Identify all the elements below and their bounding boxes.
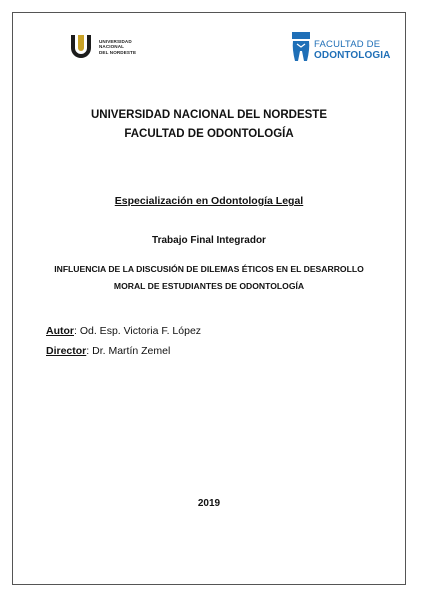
faculty-name: FACULTAD DE ODONTOLOGÍA	[124, 128, 294, 140]
faculty-logo	[291, 31, 390, 63]
unne-emblem-icon	[68, 33, 94, 61]
author-line: Autor: Od. Esp. Victoria F. López	[46, 325, 202, 337]
university-heading	[13, 106, 405, 144]
document-page	[12, 12, 406, 585]
university-name: UNIVERSIDAD NACIONAL DEL NORDESTE	[91, 109, 327, 121]
author-label: Autor	[46, 325, 74, 337]
director-name: Dr. Martín Zemel	[92, 345, 171, 357]
work-type: Trabajo Final Integrador	[152, 235, 266, 246]
faculty-logo-line1: FACULTAD DE	[314, 38, 381, 50]
director-label: Director	[46, 345, 87, 357]
thesis-title: INFLUENCIA DE LA DISCUSIÓN DE DILEMAS ÉTICOS EN EL DESARROLLO MORAL DE ESTUDIANTES DE ODONTOLOGÍA	[54, 264, 364, 291]
specialization-title: Especialización en Odontología Legal	[114, 195, 304, 207]
faculty-logo-line2: ODONTOLOGIA	[314, 49, 391, 61]
year: 2019	[197, 498, 221, 509]
tooth-logo-icon	[291, 31, 311, 63]
unne-logo-text: UNIVERSIDAD NACIONAL DEL NORDESTE	[99, 38, 137, 55]
unne-logo	[68, 33, 136, 61]
director-line: Director: Dr. Martín Zemel	[46, 345, 171, 357]
author-name: Od. Esp. Victoria F. López	[79, 325, 202, 337]
